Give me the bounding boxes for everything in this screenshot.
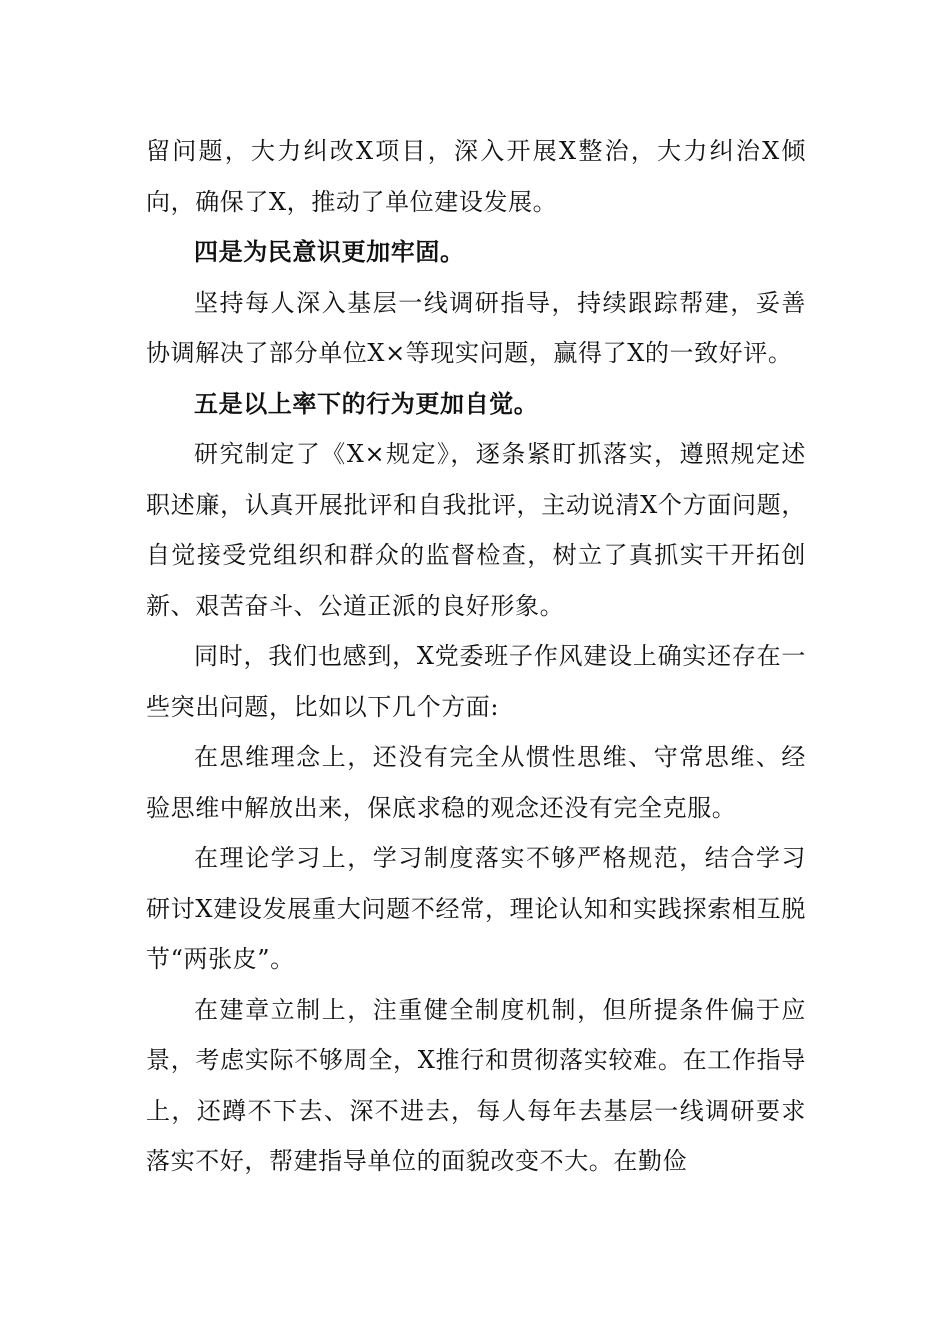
paragraph-grassroots: 坚持每人深入基层一线调研指导，持续跟踪帮建，妥善协调解决了部分单位X×等现实问题，赢得了X的一致好评。 [146, 288, 806, 367]
section-heading-five: 五是以上率下的行为更加自觉。 [194, 388, 539, 418]
paragraph-theory-study: 在理论学习上，学习制度落实不够严格规范，结合学习研讨X建设发展重大问题不经常，理论认知和实践探索相互脱节“两张皮”。 [146, 844, 806, 973]
paragraph-thinking: 在思维理念上，还没有完全从惯性思维、守常思维、经验思维中解放出来，保底求稳的观念还没有完全克服。 [146, 743, 806, 822]
paragraph-problems-intro: 同时，我们也感到，X党委班子作风建设上确实还存在一些突出问题，比如以下几个方面: [146, 642, 806, 721]
paragraph-regulations: 研究制定了《X×规定》，逐条紧盯抓落实，遵照规定述职述廉，认真开展批评和自我批评，主动说清X个方面问题，自觉接受党组织和群众的监督检查，树立了真抓实干开拓创新、艰苦奋斗、公道正派的良好形象。 [146, 440, 806, 620]
paragraph-continuation: 留问题，大力纠改X项目，深入开展X整治，大力纠治X倾向，确保了X，推动了单位建设发展。 [146, 137, 806, 216]
section-heading-four: 四是为民意识更加牢固。 [194, 237, 465, 266]
paragraph-institutions: 在建章立制上，注重健全制度机制，但所提条件偏于应景，考虑实际不够周全，X推行和贯彻落实较难。在工作指导上，还蹲不下去、深不进去，每人每年去基层一线调研要求落实不好，帮建指导单位的面貌改变不大。在勤俭 [146, 995, 806, 1175]
document-page [146, 126, 806, 1187]
